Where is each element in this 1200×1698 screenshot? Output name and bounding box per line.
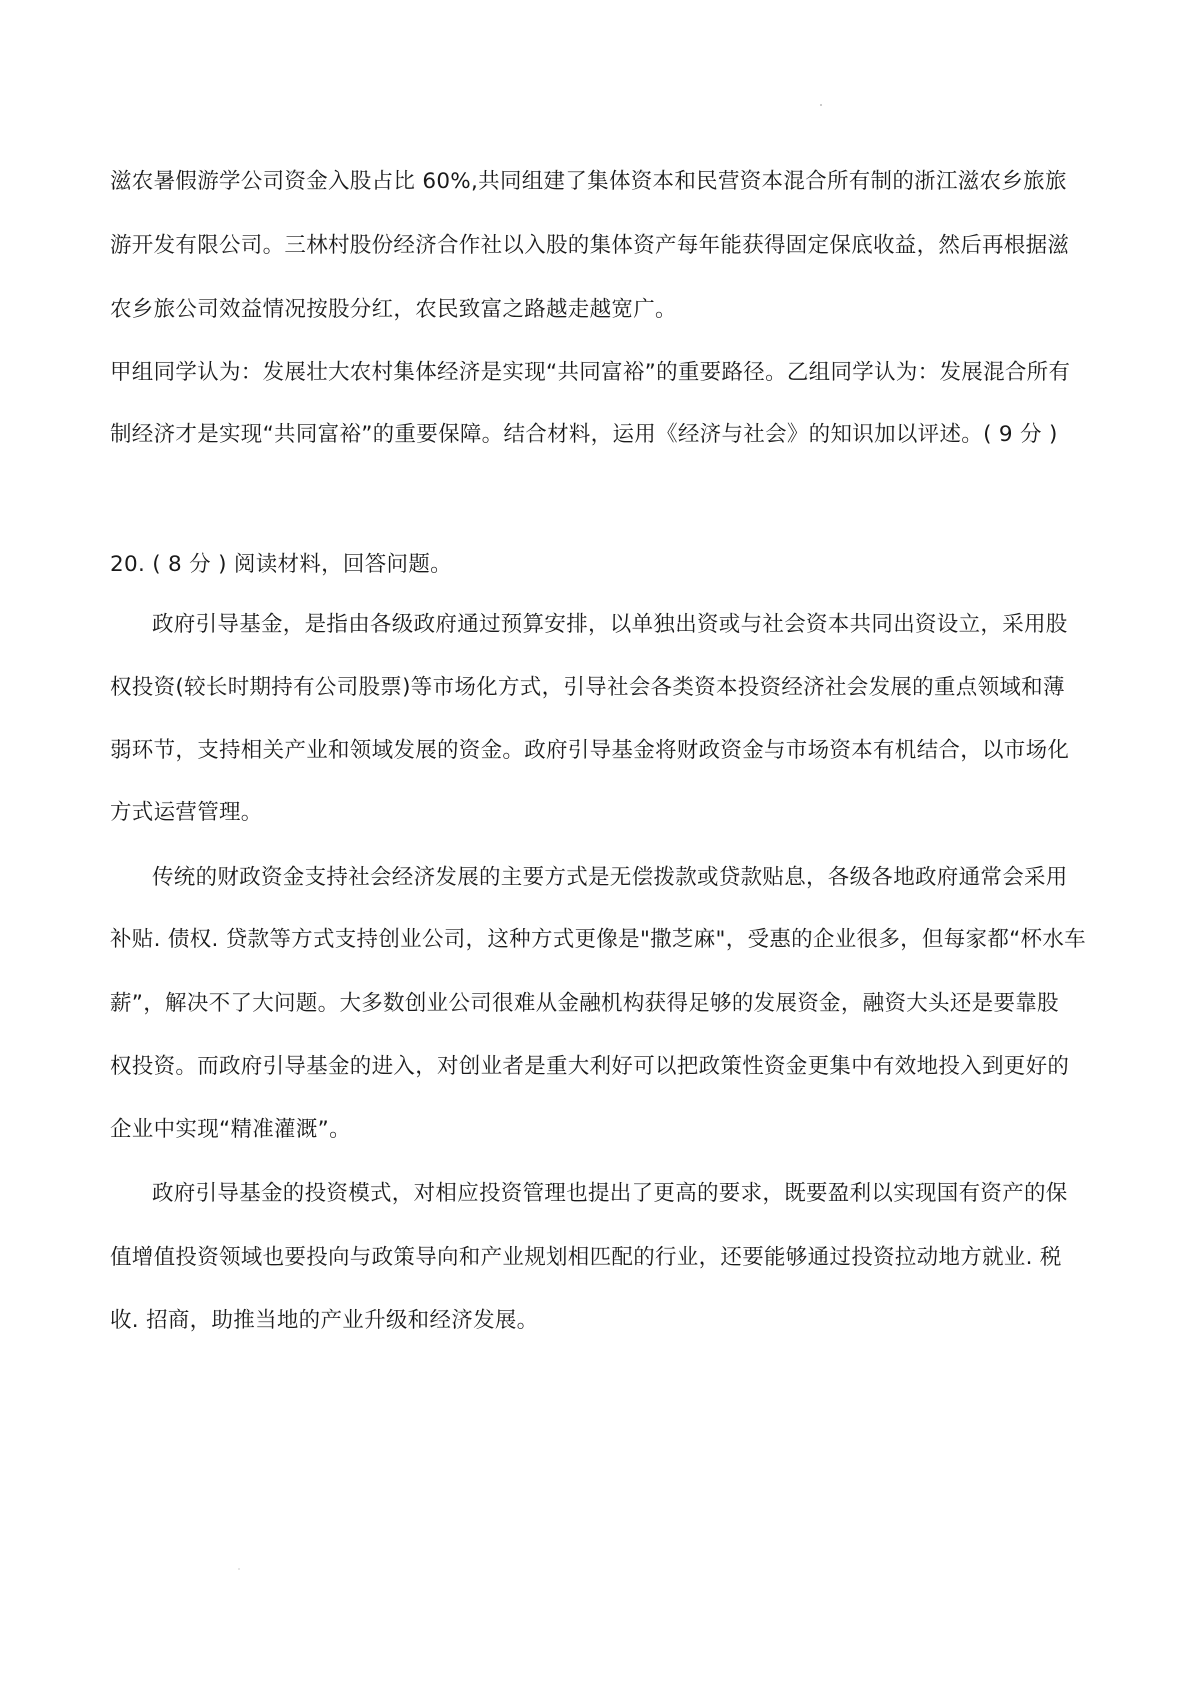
paragraph-a-line-2: 游开发有限公司。三林村股份经济合作社以入股的集体资产每年能获得固定保底收益，然后再根据滋: [110, 233, 1070, 258]
question-19-line-2: 制经济才是实现“共同富裕”的重要保障。结合材料，运用《经济与社会》的知识加以评述。( 9 分 ): [110, 422, 1058, 447]
question-20-p1-line-3: 弱环节，支持相关产业和领域发展的资金。政府引导基金将财政资金与市场资本有机结合，以市场化: [110, 738, 1070, 763]
paragraph-a-line-3: 农乡旅公司效益情况按股分红，农民致富之路越走越宽广。: [110, 297, 677, 322]
question-20-p1-line-2: 权投资(较长时期持有公司股票)等市场化方式，引导社会各类资本投资经济社会发展的重点领域和薄: [110, 675, 1065, 700]
question-20-p1-line-1: 政府引导基金，是指由各级政府通过预算安排，以单独出资或与社会资本共同出资设立，采用股: [152, 612, 1068, 637]
question-19-line-1: 甲组同学认为：发展壮大农村集体经济是实现“共同富裕”的重要路径。乙组同学认为：发展混合所有: [110, 360, 1071, 385]
question-20-p3-line-1: 政府引导基金的投资模式，对相应投资管理也提出了更高的要求，既要盈利以实现国有资产的保: [152, 1181, 1068, 1206]
scan-speck: [238, 1568, 240, 1570]
question-20-p2-line-2: 补贴. 债权. 贷款等方式支持创业公司，这种方式更像是"撒芝麻"，受惠的企业很多，但每家都“杯水车: [110, 927, 1086, 952]
question-20-p2-line-1: 传统的财政资金支持社会经济发展的主要方式是无偿拨款或贷款贴息，各级各地政府通常会采用: [152, 865, 1068, 890]
question-20-p3-line-3: 收. 招商，助推当地的产业升级和经济发展。: [110, 1308, 539, 1333]
question-20-p2-line-4: 权投资。而政府引导基金的进入，对创业者是重大利好可以把政策性资金更集中有效地投入到更好的: [110, 1054, 1070, 1079]
scan-speck: [820, 104, 822, 106]
question-20-heading: 20. ( 8 分 ) 阅读材料，回答问题。: [110, 552, 452, 577]
question-20-p3-line-2: 值增值投资领域也要投向与政策导向和产业规划相匹配的行业，还要能够通过投资拉动地方就业. 税: [110, 1245, 1062, 1270]
question-20-p2-line-5: 企业中实现“精准灌溉”。: [110, 1117, 351, 1142]
question-20-p2-line-3: 薪”，解决不了大问题。大多数创业公司很难从金融机构获得足够的发展资金，融资大头还是要靠股: [110, 991, 1059, 1016]
paragraph-a-line-1: 滋农暑假游学公司资金入股占比 60%,共同组建了集体资本和民营资本混合所有制的浙江滋农乡旅旅: [110, 169, 1067, 194]
question-20-p1-line-4: 方式运营管理。: [110, 800, 263, 825]
